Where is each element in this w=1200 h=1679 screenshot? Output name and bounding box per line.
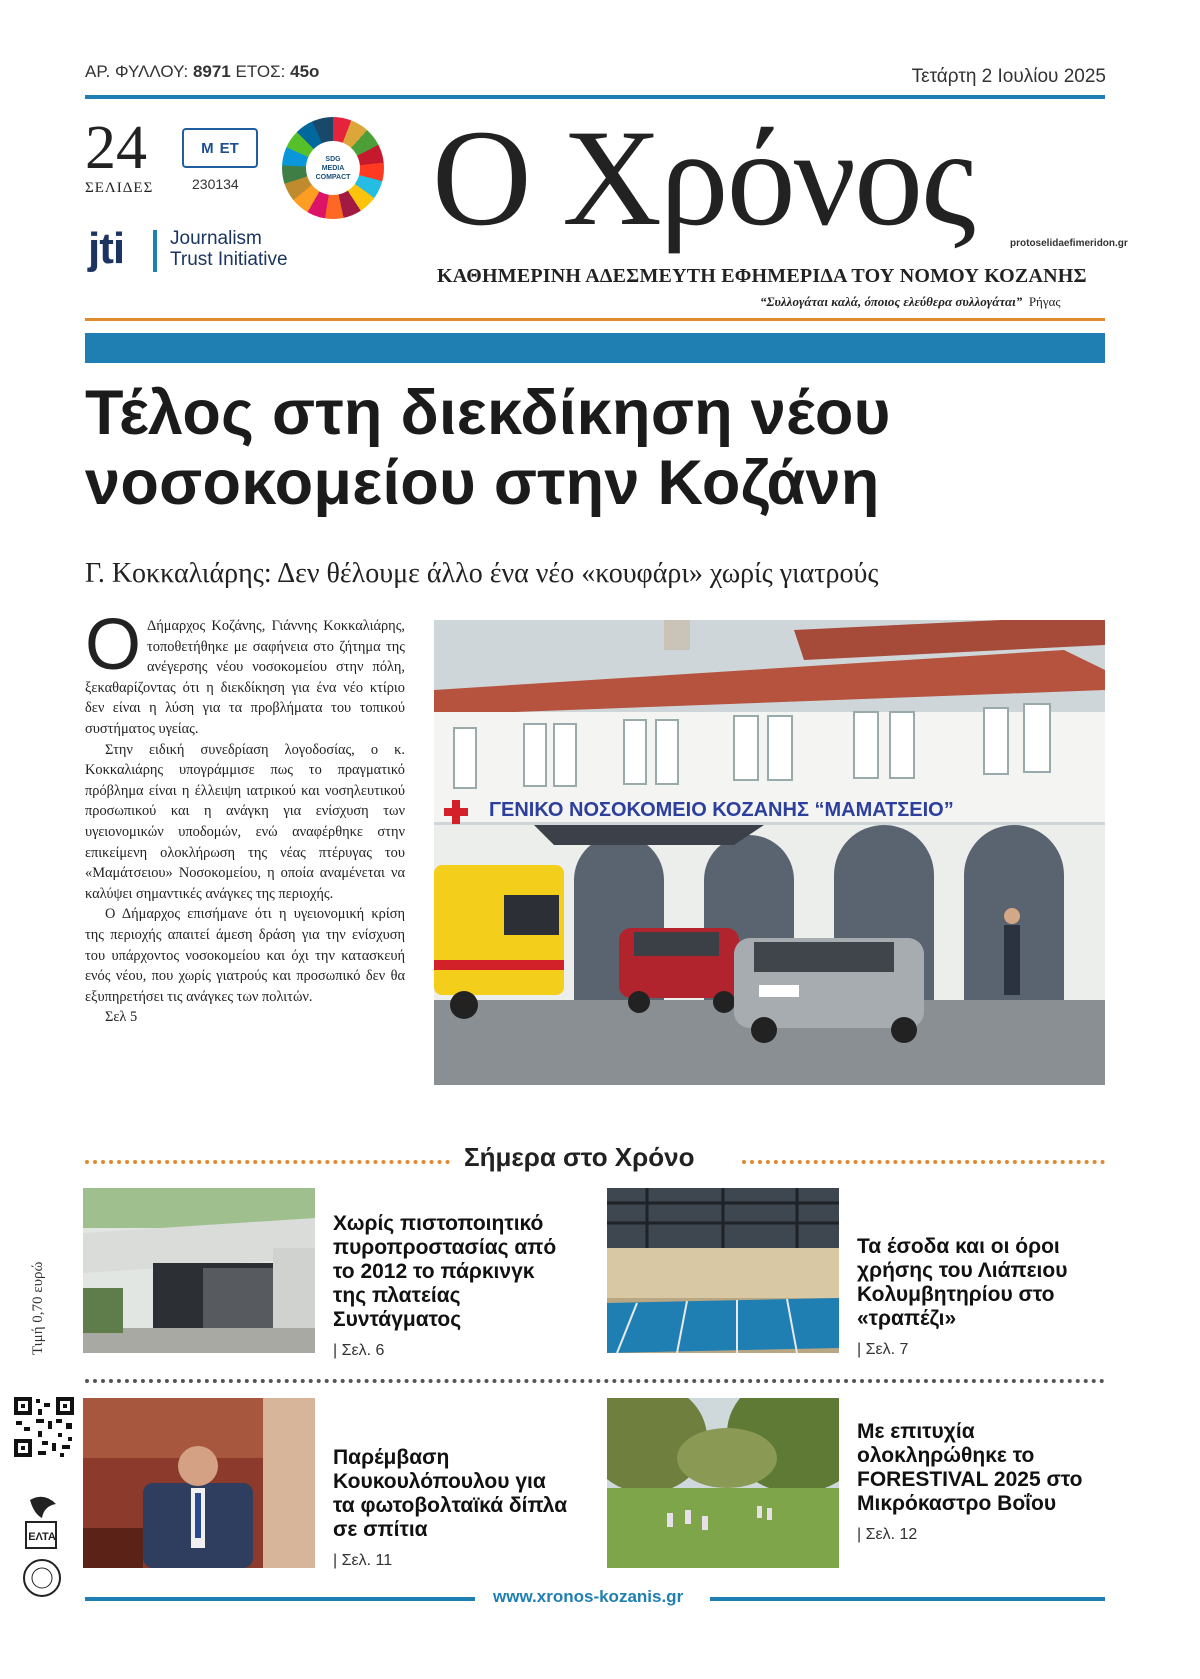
jti-text	[170, 228, 288, 270]
site-tag: protoselidaefimeridon.gr	[1010, 238, 1128, 249]
qr-code[interactable]	[12, 1395, 76, 1459]
footer-url[interactable]: www.xronos-kozanis.gr	[493, 1587, 684, 1606]
year-value: 45ο	[290, 62, 320, 81]
jti-line-1: Journalism	[170, 228, 262, 249]
sdg-label: SDG	[325, 155, 341, 163]
masthead-quote	[760, 294, 1061, 310]
headline-line-2: νοσοκομείου στην Κοζάνη	[85, 448, 880, 518]
teaser-2-photo	[607, 1188, 839, 1353]
lead-article	[85, 605, 405, 1028]
teaser-separator	[85, 1379, 1105, 1383]
article-page-ref: Σελ 5	[105, 1009, 138, 1026]
quote-author: Ρήγας	[1028, 294, 1061, 309]
elta-logo	[20, 1490, 66, 1600]
article-para-3: Ο Δήμαρχος επισήμανε ότι η υγειονομική κρίση της περιοχής απαιτεί άμεση δράση για την ενίσχυση του υπάρχοντος νοσοκομείου και όχι την κατασκευή ενός νέου, που χωρίς γιατρούς και προσωπικό δεν θα εξυπηρετήσει τις ανάγκες των πολιτών.	[85, 906, 405, 1005]
orange-rule	[85, 318, 1105, 321]
teaser-1[interactable]	[333, 1212, 573, 1360]
teaser-1-title[interactable]: Χωρίς πιστοποιητικό πυροπροστασίας από το 2012 το πάρκινγκ της πλατείας Συντάγματος	[333, 1212, 557, 1331]
teaser-4-page: | Σελ. 12	[857, 1526, 918, 1543]
price-label: Τιμή 0,70 ευρώ	[30, 1261, 46, 1355]
issue-number: 8971	[192, 62, 231, 81]
pages-count: 24	[85, 114, 147, 182]
headline-line-1: Τέλος στη διεκδίκηση νέου	[85, 378, 891, 448]
hospital-photo	[434, 620, 1105, 1085]
year-label: ΕΤΟΣ:	[235, 62, 286, 81]
sdg-compact-label: COMPACT	[315, 173, 351, 181]
section-dots-left	[85, 1160, 450, 1164]
lead-headline	[85, 378, 1125, 518]
issue-info	[85, 62, 319, 82]
jti-logo: jti	[88, 224, 125, 273]
teaser-1-page: | Σελ. 6	[333, 1342, 385, 1359]
section-title: Σήμερα στο Χρόνο	[464, 1142, 695, 1172]
hospital-sign: ΓΕΝΙΚΟ ΝΟΣΟΚΟΜΕΙΟ ΚΟΖΑΝΗΣ “ΜΑΜΑΤΣΕΙΟ”	[489, 799, 954, 821]
masthead-subtitle: ΚΑΘΗΜΕΡΙΝΗ ΑΔΕΣΜΕΥΤΗ ΕΦΗΜΕΡΙΔΑ ΤΟΥ ΝΟΜΟΥ ΚΟΖΑΝΗΣ	[437, 265, 1087, 287]
teaser-4[interactable]	[857, 1420, 1102, 1544]
met-logo-et: ΕΤ	[219, 139, 239, 157]
teaser-3-page: | Σελ. 11	[333, 1552, 393, 1569]
teaser-3-title[interactable]: Παρέμβαση Κουκουλόπουλου για τα φωτοβολταϊκά δίπλα σε σπίτια	[333, 1446, 568, 1541]
teaser-4-photo	[607, 1398, 839, 1568]
jti-line-2: Trust Initiative	[170, 249, 288, 270]
met-number: 230134	[192, 176, 239, 192]
article-para-2: Στην ειδική συνεδρίαση λογοδοσίας, ο κ. Κοκκαλιάρης υπογράμμισε πως το πραγματικό πρόβλημα είναι η έλλειψη ιατρικού και νοσηλευτικού προσωπικού και η ανάγκη για ενίσχυση των υγειονομικών υποδομών, ενώ αναφέρθηκε στην επικείμενη ολοκλήρωση της νέας πτέρυγας του «Μαμάτσειου» Νοσοκομείου, η οποία αναμένεται να καλύψει σημαντικές ανάγκες της περιοχής.	[85, 741, 405, 902]
met-logo	[182, 128, 258, 168]
article-para-1: Δήμαρχος Κοζάνης, Γιάννης Κοκκαλιάρης, τοποθετήθηκε με σαφήνεια στο ζήτημα της ανέγερσης νέου νοσοκομείου στην πόλη, ξεκαθαρίζοντας ότι η διεκδίκηση για ένα νέο κτίριο δεν είναι η λύση για τα προβλήματα του τοπικού συστήματος υγείας.	[85, 618, 405, 737]
issue-date: Τετάρτη 2 Ιουλίου 2025	[911, 66, 1106, 87]
footer-bar-right	[710, 1597, 1105, 1601]
masthead-title: Ο Χρόνος	[432, 101, 974, 254]
teaser-2-page: | Σελ. 7	[857, 1341, 909, 1358]
sdg-media-compact-logo	[282, 117, 384, 219]
lead-deck: Γ. Κοκκαλιάρης: Δεν θέλουμε άλλο ένα νέο «κουφάρι» χωρίς γιατρούς	[85, 558, 879, 589]
dropcap: Ο	[85, 605, 142, 685]
teaser-2-title[interactable]: Τα έσοδα και οι όροι χρήσης του Λιάπειου Κολυμβητηρίου στο «τραπέζι»	[857, 1235, 1068, 1330]
elta-label: ΕΛΤΑ	[28, 1531, 56, 1543]
sdg-media-label: MEDIA	[321, 164, 345, 172]
teaser-3[interactable]	[333, 1446, 573, 1570]
top-rule	[85, 95, 1105, 99]
issue-label: ΑΡ. ΦΥΛΛΟΥ:	[85, 62, 189, 81]
teaser-2[interactable]	[857, 1235, 1102, 1359]
section-dots-right	[742, 1160, 1105, 1164]
footer-bar-left	[85, 1597, 475, 1601]
met-logo-m: Μ	[201, 139, 214, 157]
teaser-1-photo	[83, 1188, 315, 1353]
quote-text: “Συλλογάται καλά, όποιος ελεύθερα συλλογάται”	[760, 294, 1023, 309]
jti-divider	[153, 230, 157, 272]
teaser-3-photo	[83, 1398, 315, 1568]
teaser-4-title[interactable]: Με επιτυχία ολοκληρώθηκε το FORESTIVAL 2025 στο Μικρόκαστρο Βοΐου	[857, 1420, 1083, 1515]
blue-band	[85, 333, 1105, 363]
pages-label: ΣΕΛΙΔΕΣ	[85, 180, 154, 196]
